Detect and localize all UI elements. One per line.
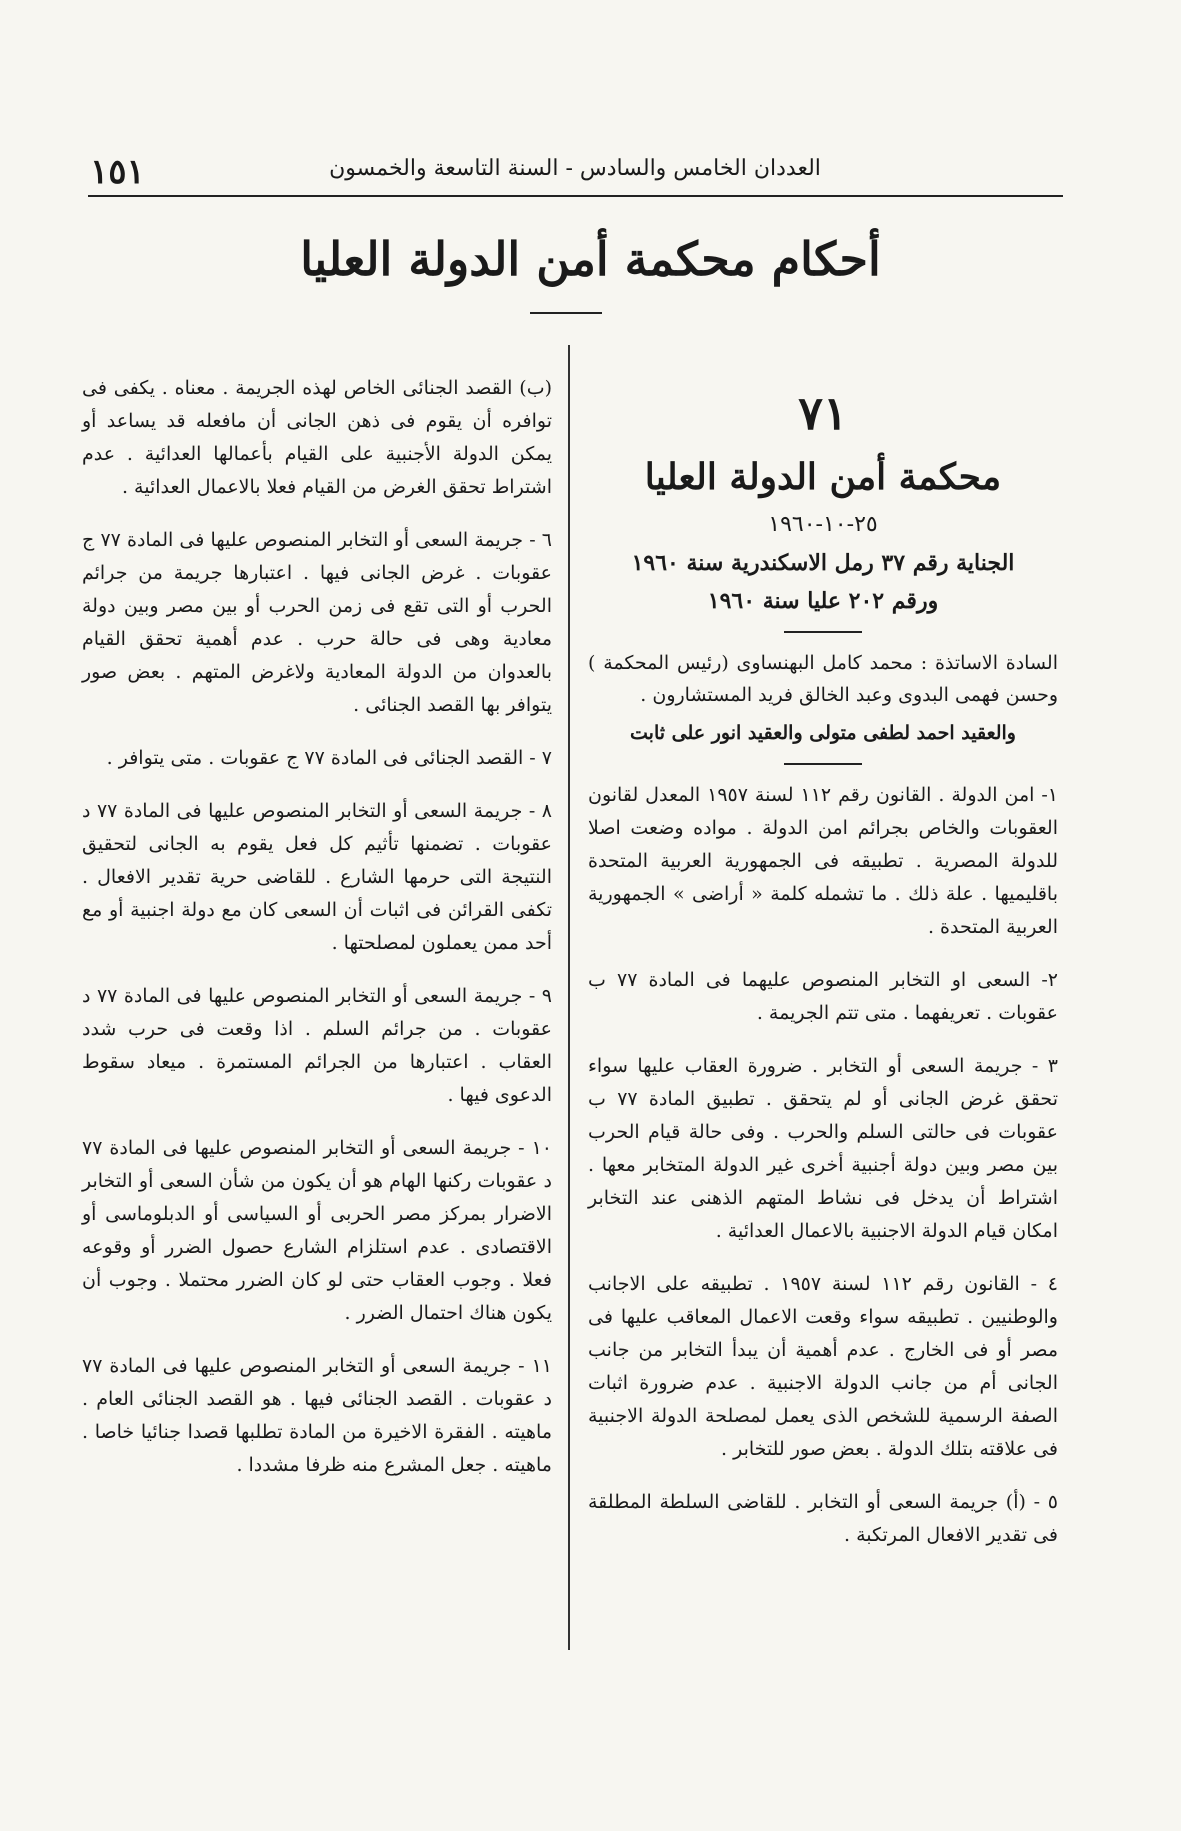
right-column bbox=[588, 372, 1058, 1572]
case-number: ٧١ bbox=[798, 386, 848, 440]
case-date: ٢٥-١٠-١٩٦٠ bbox=[768, 512, 878, 537]
panel-judges: السادة الاساتذة : محمد كامل البهنساوى (رئيس المحكمة ) وحسن فهمى البدوى وعبد الخالق فريد المستشارون . bbox=[588, 652, 1058, 706]
headnote-item: ١٠ - جريمة السعى أو التخابر المنصوص عليها فى المادة ٧٧ د عقوبات ركنها الهام هو أن يكون من شأن السعى أو التخابر الاضرار بمركز مصر الحربى أو السياسى أو الدبلوماسى أو الاقتصادى . عدم استلزام الشارع حصول الضرر أو وقوعه فعلا . وجوب العقاب حتى لو كان الضرر محتملا . وجوب أن يكون هناك احتمال الضرر . bbox=[82, 1137, 552, 1324]
headnote-item: ٧ - القصد الجنائى فى المادة ٧٧ ج عقوبات . متى يتوافر . bbox=[106, 747, 552, 769]
column-divider bbox=[568, 345, 570, 1650]
page-title: أحكام محكمة أمن الدولة العليا bbox=[300, 232, 881, 286]
headnote-item: ١- امن الدولة . القانون رقم ١١٢ لسنة ١٩٥٧ المعدل لقانون العقوبات والخاص بجرائم امن الدولة . مواده وضعت اصلا للدولة المصرية . تطبيقه فى الجمهورية العربية المتحدة باقليميها . علة ذلك . ما تشمله كلمة « أراضى » الجمهورية العربية المتحدة . bbox=[588, 784, 1058, 938]
headnote-item: ٤ - القانون رقم ١١٢ لسنة ١٩٥٧ . تطبيقه على الاجانب والوطنيين . تطبيقه سواء وقعت الاعمال المعاقب عليها فى مصر أو فى الخارج . عدم أهمية أن يبدأ التخابر من جانب الجانى أم من جانب الدولة الاجنبية . عدم ضرورة اثبات الصفة الرسمية للشخص الذى يعمل لمصلحة الدولة الاجنبية فى علاقته بتلك الدولة . بعض صور للتخابر . bbox=[588, 1273, 1058, 1460]
headnote-item: ١١ - جريمة السعى أو التخابر المنصوص عليها فى المادة ٧٧ د عقوبات . القصد الجنائى فيها . هو القصد الجنائى العام . ماهيته . الفقرة الاخيرة من المادة تطلبها قصدا جنائيا خاصا . ماهيته . جعل المشرع منه ظرفا مشددا . bbox=[82, 1355, 552, 1476]
issue-line: العددان الخامس والسادس - السنة التاسعة والخمسون bbox=[329, 156, 821, 181]
headnote-item: (ب) القصد الجنائى الخاص لهذه الجريمة . معناه . يكفى فى توافره أن يقوم فى ذهن الجانى أن مافعله قد يساعد أو يمكن الدولة الأجنبية على القيام بأعمالها العدائية . عدم اشتراط تحقق الغرض من القيام فعلا بالاعمال العدائية . bbox=[82, 377, 552, 498]
headnote-item: ٢- السعى او التخابر المنصوص عليهما فى المادة ٧٧ ب عقوبات . تعريفهما . متى تتم الجريمة . bbox=[588, 969, 1058, 1024]
title-rule bbox=[530, 312, 602, 314]
headnote-item: ٦ - جريمة السعى أو التخابر المنصوص عليها فى المادة ٧٧ ج عقوبات . غرض الجانى فيها . اعتبارها جريمة من جرائم الحرب أو التى تقع فى زمن الحرب أو بين مصر وبين دولة معادية وهى فى حالة حرب . عدم أهمية تحقق القيام بالعدوان من الدولة المعادية ولاغرض المتهم . بعض صور يتوافر بها القصد الجنائى . bbox=[82, 529, 552, 716]
panel-military: والعقيد احمد لطفى متولى والعقيد انور على ثابت bbox=[630, 722, 1016, 744]
running-head bbox=[90, 152, 1060, 192]
case-reference-1: الجناية رقم ٣٧ رمل الاسكندرية سنة ١٩٦٠ bbox=[631, 550, 1015, 576]
headnote-item: ٩ - جريمة السعى أو التخابر المنصوص عليها فى المادة ٧٧ د عقوبات . من جرائم السلم . اذا وقعت فى حرب شدد العقاب . اعتبارها من الجرائم المستمرة . ميعاد سقوط الدعوى فيها . bbox=[82, 985, 552, 1106]
page-number: ١٥١ bbox=[90, 152, 145, 192]
headnote-item: ٨ - جريمة السعى أو التخابر المنصوص عليها فى المادة ٧٧ د عقوبات . تضمنها تأثيم كل فعل يقوم به الجانى لتحقيق النتيجة التى حرمها الشارع . للقاضى حرية تقدير الافعال . تكفى القرائن فى اثبات أن السعى كان مع دولة اجنبية أو مع أحد ممن يعملون لمصلحتها . bbox=[82, 800, 552, 954]
left-column bbox=[82, 372, 552, 1502]
headnote-item: ٣ - جريمة السعى أو التخابر . ضرورة العقاب عليها سواء تحقق غرض الجانى أو لم يتحقق . تطبيق المادة ٧٧ ب عقوبات فى حالتى السلم والحرب . وفى حالة قيام الحرب بين مصر وبين دولة أجنبية أخرى غير الدولة المتخابر معها . اشتراط أن يدخل فى نشاط المتهم الذهنى عند التخابر امكان قيام الدولة الاجنبية بالاعمال العدائية . bbox=[588, 1055, 1058, 1242]
section-rule bbox=[784, 763, 862, 765]
court-name: محكمة أمن الدولة العليا bbox=[644, 456, 1002, 498]
header-rule bbox=[88, 195, 1063, 197]
headnote-item: ٥ - (أ) جريمة السعى أو التخابر . للقاضى السلطة المطلقة فى تقدير الافعال المرتكبة . bbox=[588, 1491, 1058, 1546]
case-reference-2: ورقم ٢٠٢ عليا سنة ١٩٦٠ bbox=[707, 588, 939, 614]
section-rule bbox=[784, 631, 862, 633]
